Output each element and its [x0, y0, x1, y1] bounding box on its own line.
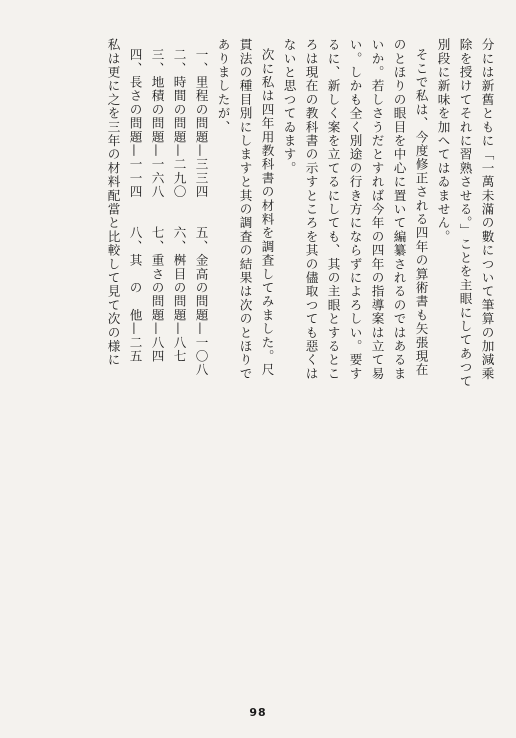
right-col-2: 除を授けてそれに習熟させる。」ことを主眼にしてあつて: [457, 38, 473, 388]
right-col-4: そこで私は、今度修正される四年の算術書も矢張現在: [413, 48, 429, 377]
right-table-row-1: 一、里程の問題—三三四 五、金高の問題—一〇八: [193, 48, 209, 377]
right-col-6: いか。若しさうだとすれば今年の四年の指導案は立て易: [369, 38, 385, 381]
right-table-row-3: 三、地積の問題—一六八 七、重さの問題—八四: [149, 48, 165, 364]
right-table-row-4: 四、長さの問題—一一四 八、其 の 他—二五: [127, 48, 143, 364]
right-col-3: 別段に新味を加へてはゐません。: [435, 38, 451, 244]
right-col-7: い。しかも全く別途の行き方にならずによろしい。要す: [347, 38, 363, 381]
page-number: 98: [249, 706, 267, 719]
right-col-5: のとほりの眼目を中心に置いて編纂されるのではあるま: [391, 38, 407, 381]
right-col-1: 分には新舊ともに「一萬未滿の數について筆算の加減乘: [479, 38, 495, 381]
right-col-12: 貫法の種目別にしますと其の調査の結果は次のとほりで: [237, 38, 253, 381]
right-col-11: 次に私は四年用教科書の材料を調査してみました。尺: [259, 48, 275, 377]
right-col-10: ないと思つてゐます。: [281, 38, 297, 175]
right-col-18: 私は更に之を三年の材料配當と比較して見て次の様に: [105, 38, 121, 367]
right-col-13: ありましたが、: [215, 38, 231, 134]
right-col-9: ろは現在の教科書の示すところを其の儘取つても惡くは: [303, 38, 319, 381]
right-col-8: るに、新しく案を立てるにしても、其の主眼とするとこ: [325, 38, 341, 381]
right-table-row-2: 二、時間の問題—二九〇 六、桝目の問題—八七: [171, 48, 187, 364]
